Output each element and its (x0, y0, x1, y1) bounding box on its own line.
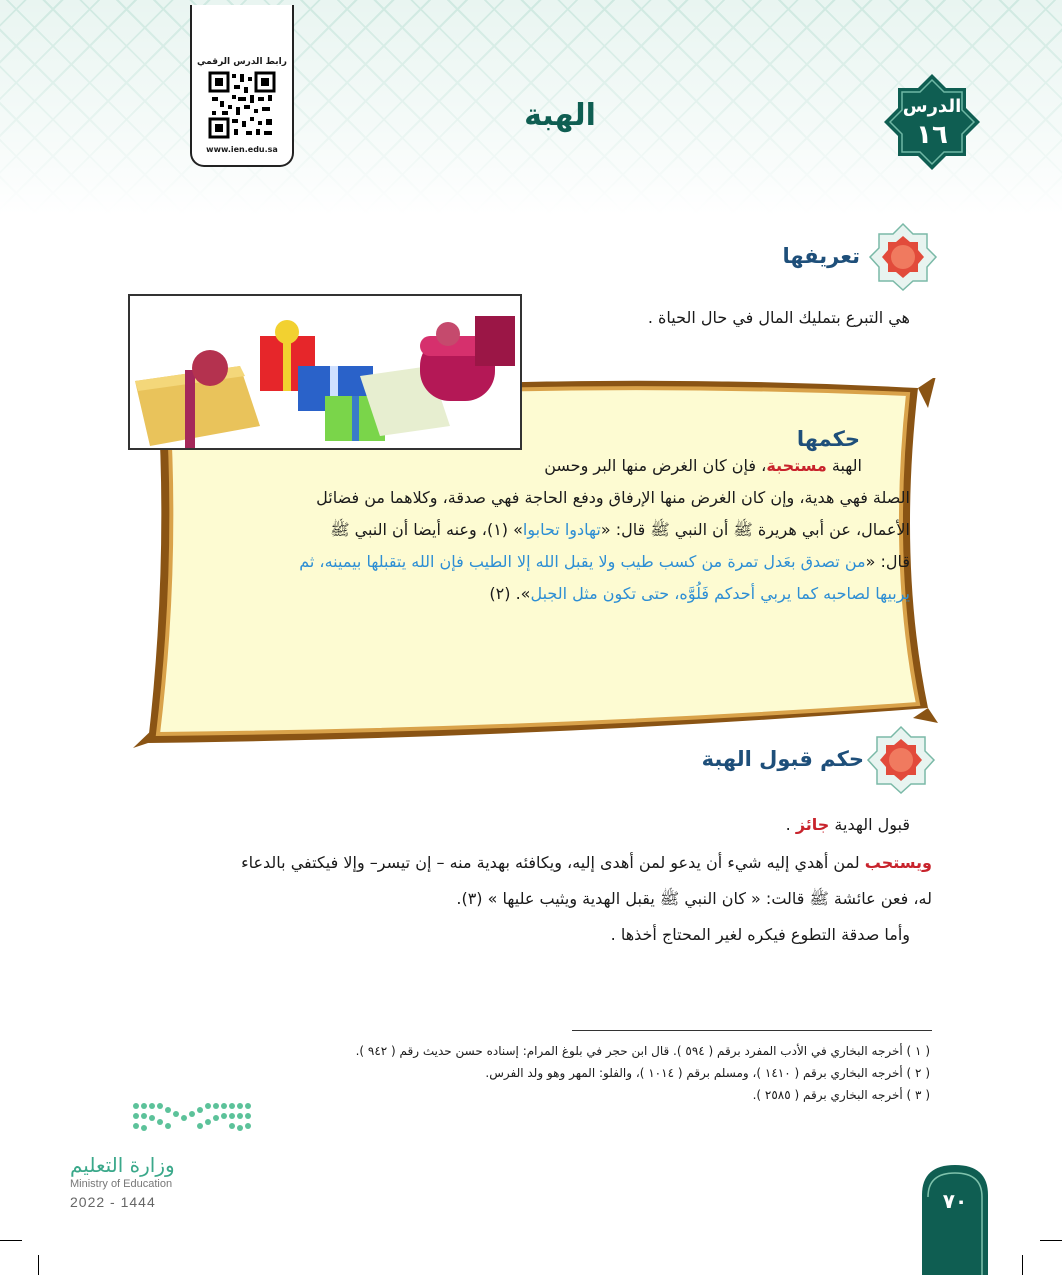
ruling-line1-prefix: الهبة (826, 456, 862, 475)
acceptance-line-4: وأما صدقة التطوع فيكره لغير المحتاج أخذها . (610, 925, 910, 944)
ruling-line-5 (489, 584, 910, 604)
qr-card[interactable] (190, 5, 294, 167)
ministry-logo (70, 1098, 260, 1218)
ruling-line-2: الصلة فهي هدية، وإن كان الغرض منها الإرفاق ودفع الحاجة فهي صدقة، وكلاهما من فضائل (316, 488, 910, 507)
ministry-dots-icon (70, 1098, 260, 1148)
page-number: ٧٠ (942, 1189, 968, 1213)
acceptance-line1-suffix: . (785, 815, 796, 834)
ruling-line-3 (330, 520, 910, 540)
acceptance-line-1 (786, 815, 910, 835)
ruling-line5-suffix: ». (٢) (489, 584, 531, 603)
ruling-heading: حكمها (796, 427, 860, 451)
crop-mark (1022, 1255, 1023, 1275)
ruling-line3-prefix: الأعمال، عن أبي هريرة ﷺ أن النبي ﷺ قال: « (600, 520, 910, 539)
ruling-line1-suffix: ، فإن كان الغرض منها البر وحسن (544, 456, 767, 475)
ruling-line-4 (299, 552, 910, 572)
footnote-2: ( ٢ ) أخرجه البخاري برقم ( ١٤١٠ )، ومسلم برقم ( ١٠١٤ )، والفلو: المهر وهو ولد الفرس. (485, 1066, 930, 1080)
crop-mark (0, 1240, 22, 1241)
page-title: الهبة (524, 98, 596, 133)
acceptance-highlight-2: ويستحب (864, 853, 932, 872)
ruling-highlight: مستحبة (766, 456, 827, 475)
lesson-label: الدرس (902, 96, 962, 117)
section-heading-acceptance (690, 725, 940, 795)
octagon-flower-icon (866, 725, 936, 795)
footnote-1: ( ١ ) أخرجه البخاري في الأدب المفرد برقم ( ٥٩٤ ). قال ابن حجر في بلوغ المرام: إسناده حسن حديث رقم ( ٩٤٢ ). (355, 1044, 930, 1058)
definition-heading: تعريفها (782, 244, 860, 268)
octagon-flower-icon (868, 222, 938, 292)
lesson-badge (882, 72, 982, 172)
gift-boxes-image (128, 294, 522, 450)
lesson-number: ١٦ (916, 120, 948, 150)
page-number-tab (922, 1165, 988, 1275)
ministry-arabic-name: وزارة التعليم (70, 1153, 175, 1177)
ministry-english-name: Ministry of Education (70, 1178, 173, 1190)
ruling-quote-3: يربيها لصاحبه كما يربي أحدكم فَلُوَّه، حتى تكون مثل الجبل (530, 584, 910, 603)
qr-title: رابط الدرس الرقمي (197, 57, 287, 67)
ruling-line-1 (544, 456, 862, 476)
qr-code (208, 71, 276, 139)
acceptance-line-2 (241, 853, 932, 873)
footnote-3: ( ٣ ) أخرجه البخاري برقم ( ٢٥٨٥ ). (752, 1088, 930, 1102)
ruling-quote-1: تهادوا تحابوا (522, 520, 601, 539)
section-heading-definition (720, 222, 940, 292)
crop-mark (1040, 1240, 1062, 1241)
ruling-quote-2: من تصدق بعَدل تمرة من كسب طيب ولا يقبل الله إلا الطيب فإن الله يتقبلها بيمينه، ثم (299, 552, 866, 571)
qr-url[interactable]: www.ien.edu.sa (206, 145, 278, 154)
footnote-divider (572, 1030, 932, 1031)
ruling-line3-suffix: » (١)، وعنه أيضا أن النبي ﷺ (330, 520, 523, 539)
acceptance-line1-prefix: قبول الهدية (829, 815, 910, 834)
acceptance-line2-suffix: لمن أهدي إليه شيء أن يدعو لمن أهدى إليه، ويكافئه بهدية منه – إن تيسر– وإلا فيكتفي بالدعاء (241, 853, 865, 872)
ruling-line4-prefix: قال: « (865, 552, 910, 571)
definition-text: هي التبرع بتمليك المال في حال الحياة . (647, 308, 910, 327)
edition-year: 2022 - 1444 (70, 1194, 156, 1210)
crop-mark (38, 1255, 39, 1275)
page-tab-shape (922, 1165, 988, 1275)
acceptance-heading: حكم قبول الهبة (701, 747, 864, 771)
acceptance-highlight-1: جائز (795, 815, 830, 834)
acceptance-line-3: له، فعن عائشة ﷺ قالت: « كان النبي ﷺ يقبل الهدية ويثيب عليها » (٣). (456, 889, 932, 908)
